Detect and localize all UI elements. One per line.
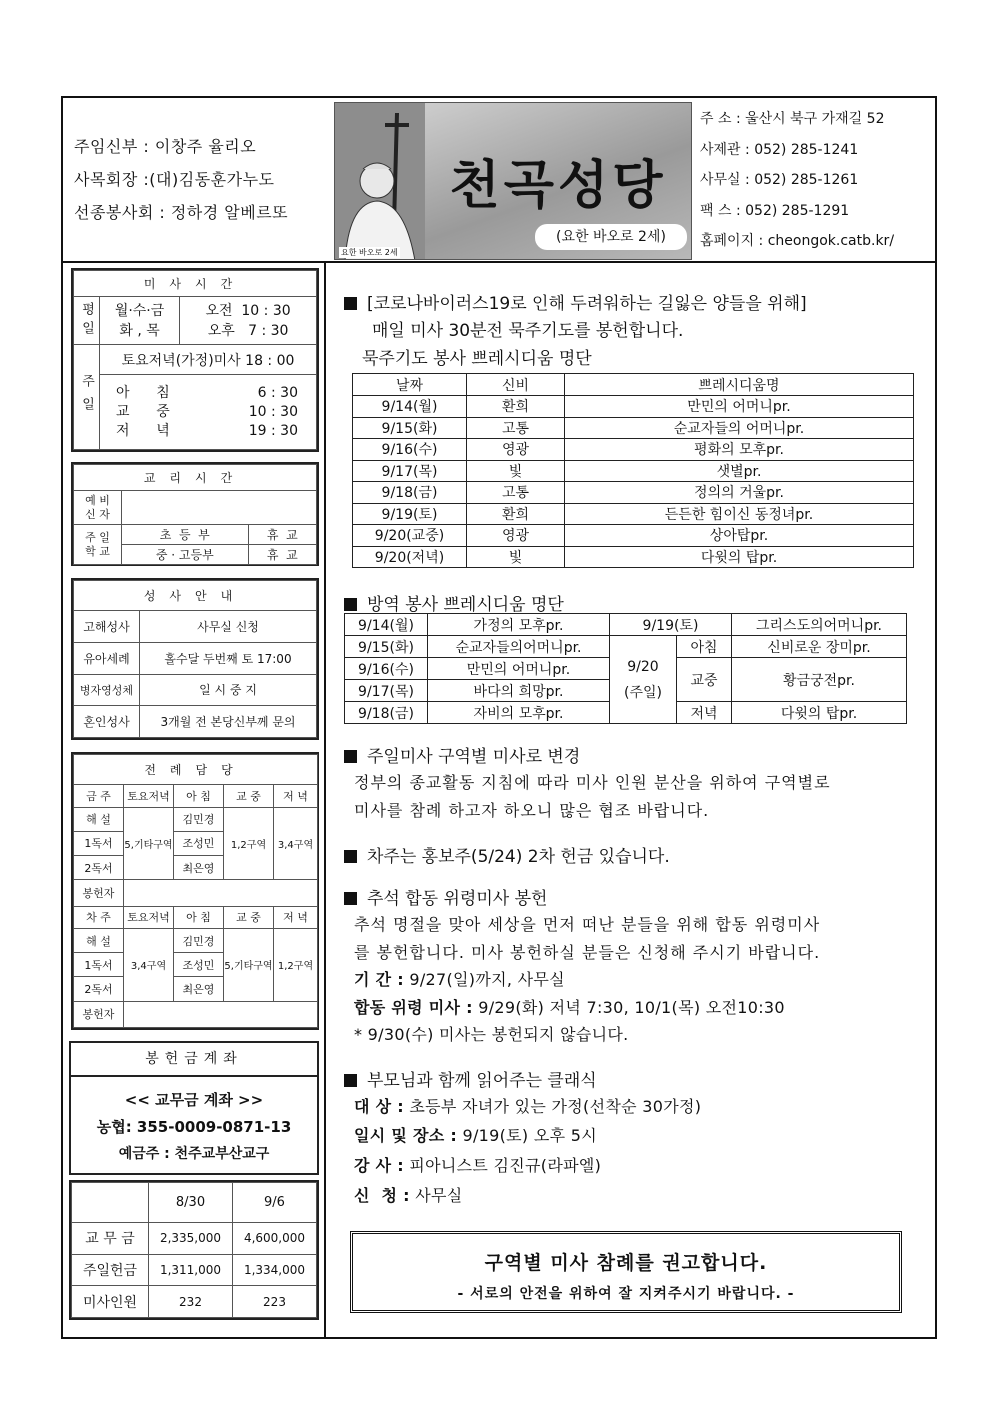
notice-district-mass-line-2: 미사를 참례 하고자 하오니 많은 협조 바랍니다. xyxy=(354,801,710,820)
next-role-reader-2: 2독서 xyxy=(74,977,124,1001)
quarantine-praesidium: 순교자들의어머니pr. xyxy=(428,636,610,658)
bullet-square-icon xyxy=(344,892,357,905)
recommendation-box xyxy=(350,1231,902,1313)
fax-number: 052) 285-1291 xyxy=(745,202,850,219)
classic-datetime xyxy=(354,1123,597,1146)
rosary-date: 9/16(수) xyxy=(353,439,467,461)
office-line xyxy=(700,165,894,196)
rosary-praesidium: 정의의 거울pr. xyxy=(565,482,914,504)
role-commentator: 해 설 xyxy=(74,807,124,831)
sunday-masses xyxy=(100,375,317,450)
notice-memorial-mass-times xyxy=(354,995,785,1018)
rosary-heading-text: [코로나바이러스19로 인해 두려워하는 길잃은 양들을 위해] xyxy=(367,294,807,314)
marriage-label: 혼인성사 xyxy=(74,706,140,738)
notice-district-mass-line-1: 정부의 종교활동 지침에 따라 미사 인원 분산을 위하여 구역별로 xyxy=(354,773,831,792)
rosary-date: 9/20(교중) xyxy=(353,525,467,547)
pastor-line: 주임신부 : 이창주 율리오 xyxy=(74,137,257,156)
quarantine-praesidium: 자비의 모후pr. xyxy=(428,702,610,724)
staff-list xyxy=(74,130,288,229)
column-divider xyxy=(324,261,326,1339)
infant-baptism-label: 유아세례 xyxy=(74,642,140,674)
address-line xyxy=(700,104,894,135)
finance-attendance-2: 223 xyxy=(233,1286,317,1318)
homepage-label: 홈페이지 : xyxy=(700,233,764,249)
finance-box xyxy=(69,1180,319,1320)
rosary-col-praesidium: 쁘레시디움명 xyxy=(565,374,914,396)
this-week-sat-header: 토요저녁 xyxy=(124,785,174,807)
table-row xyxy=(353,396,914,418)
secondary-label: 중 · 고등부 xyxy=(122,545,249,565)
this-week-header: 금 주 xyxy=(74,785,124,807)
contact-info xyxy=(700,104,894,257)
notice-district-mass-heading xyxy=(344,742,580,767)
classic-apply xyxy=(354,1183,463,1206)
table-row xyxy=(353,439,914,461)
quarantine-heading xyxy=(344,590,564,615)
rosary-date: 9/14(월) xyxy=(353,396,467,418)
finance-offering-1: 1,311,000 xyxy=(149,1254,233,1286)
account-number: 농협: 355-0009-0871-13 xyxy=(96,1118,292,1136)
this-week-main-assignment: 1,2구역 xyxy=(224,807,274,880)
bullet-square-icon xyxy=(344,850,357,863)
sunday-label: 주일 xyxy=(74,345,100,450)
classic-target xyxy=(354,1094,701,1117)
notice-classic-title: 부모님과 함께 읽어주는 클래식 xyxy=(367,1071,597,1091)
rosary-date: 9/15(화) xyxy=(353,417,467,439)
memorial-mass-value: 9/29(화) 저녁 7:30, 10/1(목) 오전10:30 xyxy=(478,998,785,1017)
this-week-morning-3: 최은영 xyxy=(174,856,224,880)
this-week-evening-assignment: 3,4구역 xyxy=(274,807,318,880)
next-week-morning-1: 김민경 xyxy=(174,928,224,952)
quarantine-praesidium: 바다의 희망pr. xyxy=(428,680,610,702)
rosary-mystery: 환희 xyxy=(467,396,565,418)
next-week-evening-header: 저 녁 xyxy=(274,906,318,928)
parish-banner xyxy=(334,102,692,260)
catechism-title: 교리시간 xyxy=(74,465,317,491)
this-week-offering-value xyxy=(124,880,318,906)
next-week-morning-header: 아 침 xyxy=(174,906,224,928)
classic-lecturer-value: 피아니스트 김진규(라파엘) xyxy=(409,1156,602,1175)
rectory-label: 사제관 : xyxy=(700,141,750,158)
rosary-mystery: 영광 xyxy=(467,525,565,547)
sunday-mass-evening xyxy=(116,422,316,441)
funeral-service-line: 선종봉사회 : 정하경 알베르또 xyxy=(74,203,289,222)
table-row xyxy=(353,417,914,439)
classic-target-value: 초등부 자녀가 있는 가정(선착순 30가정) xyxy=(409,1097,702,1116)
finance-dues-2: 4,600,000 xyxy=(233,1223,317,1255)
sunday-mass-main-time: 10 : 30 xyxy=(248,403,298,420)
classic-target-label: 대 상 : xyxy=(354,1097,404,1116)
recommendation-title: 구역별 미사 참례를 권고합니다. xyxy=(484,1252,768,1274)
rosary-praesidium: 평화의 모후pr. xyxy=(565,439,914,461)
account-box xyxy=(69,1041,319,1175)
quarantine-sun-morning: 아침 xyxy=(677,636,732,658)
parish-title: 천곡성당 xyxy=(449,155,667,216)
catechumen-value xyxy=(122,491,317,525)
finance-attendance-1: 232 xyxy=(149,1286,233,1318)
weekday-days xyxy=(100,297,180,345)
quarantine-heading-text: 방역 봉사 쁘레시디움 명단 xyxy=(367,595,564,615)
notice-memorial-note: * 9/30(수) 미사는 봉헌되지 않습니다. xyxy=(354,1025,629,1044)
weekday-times xyxy=(180,297,317,345)
next-week-sat-assignment: 3,4구역 xyxy=(124,928,174,1001)
sacraments-box xyxy=(71,578,319,740)
notice-second-collection xyxy=(344,842,670,867)
header-divider xyxy=(61,261,937,263)
sunday-mass-morning-name: 아 침 xyxy=(116,384,170,401)
next-week-evening-assignment: 1,2구역 xyxy=(274,928,318,1001)
sick-communion-label: 병자영성체 xyxy=(74,674,140,706)
next-week-header: 차 주 xyxy=(74,906,124,928)
next-week-morning-2: 조성민 xyxy=(174,953,224,977)
sunday-school-label: 주 일 학 교 xyxy=(74,525,122,565)
rosary-col-date: 날짜 xyxy=(353,374,467,396)
notice-memorial-mass-title: 추석 합동 위령미사 봉헌 xyxy=(367,889,548,909)
notice-district-mass-title: 주일미사 구역별 미사로 변경 xyxy=(367,747,581,767)
weekday-time-1: 오전 10 : 30 xyxy=(205,302,291,319)
next-week-offering-label: 봉헌자 xyxy=(74,1001,124,1027)
rosary-praesidium: 만민의 어머니pr. xyxy=(565,396,914,418)
quarantine-sun-evening: 저녁 xyxy=(677,702,732,724)
rectory-phone: 052) 285-1241 xyxy=(754,141,859,158)
sunday-mass-main xyxy=(116,403,316,422)
next-week-main-header: 교 중 xyxy=(224,906,274,928)
quarantine-sun-main: 교중 xyxy=(677,658,732,702)
notice-second-collection-title: 차주는 홍보주(5/24) 2차 헌금 있습니다. xyxy=(367,847,670,867)
weekday-time-2: 오후 7 : 30 xyxy=(207,322,289,339)
weekday-label: 평일 xyxy=(74,297,100,345)
secondary-status: 휴 교 xyxy=(248,545,316,565)
rosary-date: 9/20(저녁) xyxy=(353,546,467,568)
rosary-col-mystery: 신비 xyxy=(467,374,565,396)
rosary-mystery: 영광 xyxy=(467,439,565,461)
quarantine-date: 9/17(목) xyxy=(345,680,428,702)
finance-label-dues: 교 무 금 xyxy=(72,1223,149,1255)
bullet-square-icon xyxy=(344,598,357,611)
mass-times-title: 미사시간 xyxy=(74,271,317,297)
next-week-offering-value xyxy=(124,1001,318,1027)
account-holder: 예금주 : 천주교부산교구 xyxy=(118,1146,270,1162)
finance-offering-2: 1,334,000 xyxy=(233,1254,317,1286)
role-reader-2: 2독서 xyxy=(74,856,124,880)
memorial-period-value: 9/27(일)까지, 사무실 xyxy=(409,970,565,989)
homepage-line xyxy=(700,226,894,257)
finance-corner xyxy=(72,1183,149,1223)
this-week-sat-assignment: 5,기타구역 xyxy=(124,807,174,880)
quarantine-sun-evening-praesidium: 다윗의 탑pr. xyxy=(732,702,907,724)
notice-memorial-line-2: 를 봉헌합니다. 미사 봉헌하실 분들은 신청해 주시기 바랍니다. xyxy=(354,943,821,962)
quarantine-sat-date: 9/19(토) xyxy=(610,614,732,636)
rosary-praesidium: 순교자들의 어머니pr. xyxy=(565,417,914,439)
saturday-evening-mass: 토요저녁(가정)미사 18 : 00 xyxy=(100,345,317,375)
confession-label: 고해성사 xyxy=(74,611,140,643)
finance-dues-1: 2,335,000 xyxy=(149,1223,233,1255)
liturgy-title: 전례담당 xyxy=(74,755,318,785)
quarantine-praesidium: 만민의 어머니pr. xyxy=(428,658,610,680)
finance-date-2: 9/6 xyxy=(233,1183,317,1223)
quarantine-date: 9/14(월) xyxy=(345,614,428,636)
this-week-morning-1: 김민경 xyxy=(174,807,224,831)
quarantine-sun-main-praesidium: 황금궁전pr. xyxy=(732,658,907,702)
table-row xyxy=(353,525,914,547)
finance-date-1: 8/30 xyxy=(149,1183,233,1223)
rosary-date: 9/17(목) xyxy=(353,460,467,482)
weekday-days-1: 월·수·금 xyxy=(114,302,165,319)
classic-apply-value: 사무실 xyxy=(415,1186,463,1205)
quarantine-date: 9/16(수) xyxy=(345,658,428,680)
this-week-morning-2: 조성민 xyxy=(174,831,224,855)
rosary-mystery: 빛 xyxy=(467,546,565,568)
table-row xyxy=(353,503,914,525)
table-row xyxy=(353,482,914,504)
image-caption: 요한 바오로 2세 xyxy=(341,248,398,257)
council-president-line: 사목회장 :(대)김동훈가누도 xyxy=(74,170,275,189)
catechumen-label: 예 비 신 자 xyxy=(74,491,122,525)
notice-memorial-line-1: 추석 명절을 맞아 세상을 먼저 떠난 분들을 위해 합동 위령미사 xyxy=(354,915,821,934)
next-week-main-assignment: 5,기타구역 xyxy=(224,928,274,1001)
quarantine-date: 9/15(화) xyxy=(345,636,428,658)
mass-times-box xyxy=(71,268,319,452)
this-week-offering-label: 봉헌자 xyxy=(74,880,124,906)
quarantine-date: 9/18(금) xyxy=(345,702,428,724)
infant-baptism-value: 홀수달 두번째 토 17:00 xyxy=(140,642,317,674)
address-label: 주 소 : xyxy=(700,111,741,127)
memorial-period-label: 기 간 : xyxy=(354,970,404,989)
rosary-list-title: 묵주기도 봉사 쁘레시디움 명단 xyxy=(362,349,592,369)
classic-datetime-label: 일시 및 장소 : xyxy=(354,1126,458,1145)
rosary-date: 9/19(토) xyxy=(353,503,467,525)
rectory-line xyxy=(700,135,894,166)
quarantine-praesidium: 가정의 모후pr. xyxy=(428,614,610,636)
classic-lecturer xyxy=(354,1153,601,1176)
classic-datetime-value: 9/19(토) 오후 5시 xyxy=(462,1126,597,1145)
sunday-mass-evening-name: 저 녁 xyxy=(116,422,170,439)
office-label: 사무실 : xyxy=(700,172,750,188)
classic-apply-label: 신 청 : xyxy=(354,1186,410,1205)
finance-label-offering: 주일헌금 xyxy=(72,1254,149,1286)
parish-subtitle: (요한 바오로 2세) xyxy=(535,224,687,250)
address-value: 울산시 북구 가재길 52 xyxy=(745,111,885,127)
confession-value: 사무실 신청 xyxy=(140,611,317,643)
quarantine-table xyxy=(344,613,907,724)
elementary-status: 휴 교 xyxy=(248,525,316,545)
role-reader-1: 1독서 xyxy=(74,831,124,855)
liturgy-box xyxy=(71,752,319,1030)
sunday-mass-evening-time: 19 : 30 xyxy=(248,422,298,439)
weekday-days-2: 화 , 목 xyxy=(119,322,160,339)
sacraments-title: 성사안내 xyxy=(74,581,317,611)
marriage-value: 3개월 전 본당신부께 문의 xyxy=(140,706,317,738)
fax-label: 팩 스 : xyxy=(700,202,741,219)
account-details xyxy=(71,1077,317,1168)
rosary-praesidium: 상아탑pr. xyxy=(565,525,914,547)
bullet-square-icon xyxy=(344,297,357,310)
rosary-table xyxy=(352,373,914,568)
next-week-morning-3: 최은영 xyxy=(174,977,224,1001)
rosary-mystery: 빛 xyxy=(467,460,565,482)
quarantine-sun-date: 9/20 (주일) xyxy=(610,636,677,724)
fax-line xyxy=(700,196,894,227)
finance-label-attendance: 미사인원 xyxy=(72,1286,149,1318)
rosary-heading xyxy=(344,289,807,314)
table-row xyxy=(353,460,914,482)
pope-portrait-image xyxy=(335,103,425,260)
bullet-square-icon xyxy=(344,750,357,763)
classic-lecturer-label: 강 사 : xyxy=(354,1156,404,1175)
table-row xyxy=(353,546,914,568)
rosary-praesidium: 다윗의 탑pr. xyxy=(565,546,914,568)
sunday-mass-main-name: 교 중 xyxy=(116,403,170,420)
quarantine-sat-praesidium: 그리스도의어머니pr. xyxy=(732,614,907,636)
account-line-1: << 교무금 계좌 >> xyxy=(124,1091,264,1109)
office-phone: 052) 285-1261 xyxy=(754,172,859,188)
this-week-morning-header: 아 침 xyxy=(174,785,224,807)
notice-memorial-mass-heading xyxy=(344,884,547,909)
elementary-label: 초 등 부 xyxy=(122,525,249,545)
this-week-main-header: 교 중 xyxy=(224,785,274,807)
next-role-reader-1: 1독서 xyxy=(74,953,124,977)
bullet-square-icon xyxy=(344,1074,357,1087)
catechism-box xyxy=(71,462,319,566)
rosary-mystery: 고통 xyxy=(467,417,565,439)
notice-memorial-period xyxy=(354,967,565,990)
this-week-evening-header: 저 녁 xyxy=(274,785,318,807)
notice-classic-heading xyxy=(344,1066,597,1091)
sunday-mass-morning-time: 6 : 30 xyxy=(257,384,298,401)
rosary-mystery: 환희 xyxy=(467,503,565,525)
account-title: 봉헌금계좌 xyxy=(71,1043,317,1077)
rosary-subheading: 매일 미사 30분전 묵주기도를 봉헌합니다. xyxy=(372,321,684,341)
quarantine-sun-morning-praesidium: 신비로운 장미pr. xyxy=(732,636,907,658)
sunday-mass-morning xyxy=(116,384,316,403)
homepage-link[interactable]: cheongok.catb.kr/ xyxy=(767,233,895,249)
rosary-mystery: 고통 xyxy=(467,482,565,504)
memorial-mass-label: 합동 위령 미사 : xyxy=(354,998,473,1017)
rosary-praesidium: 든든한 힘이신 동정녀pr. xyxy=(565,503,914,525)
recommendation-subtitle: - 서로의 안전을 위하여 잘 지켜주시기 바랍니다. - xyxy=(457,1286,795,1302)
rosary-date: 9/18(금) xyxy=(353,482,467,504)
next-week-sat-header: 토요저녁 xyxy=(124,906,174,928)
rosary-praesidium: 샛별pr. xyxy=(565,460,914,482)
next-role-commentator: 해 설 xyxy=(74,928,124,952)
sick-communion-value: 일 시 중 지 xyxy=(140,674,317,706)
